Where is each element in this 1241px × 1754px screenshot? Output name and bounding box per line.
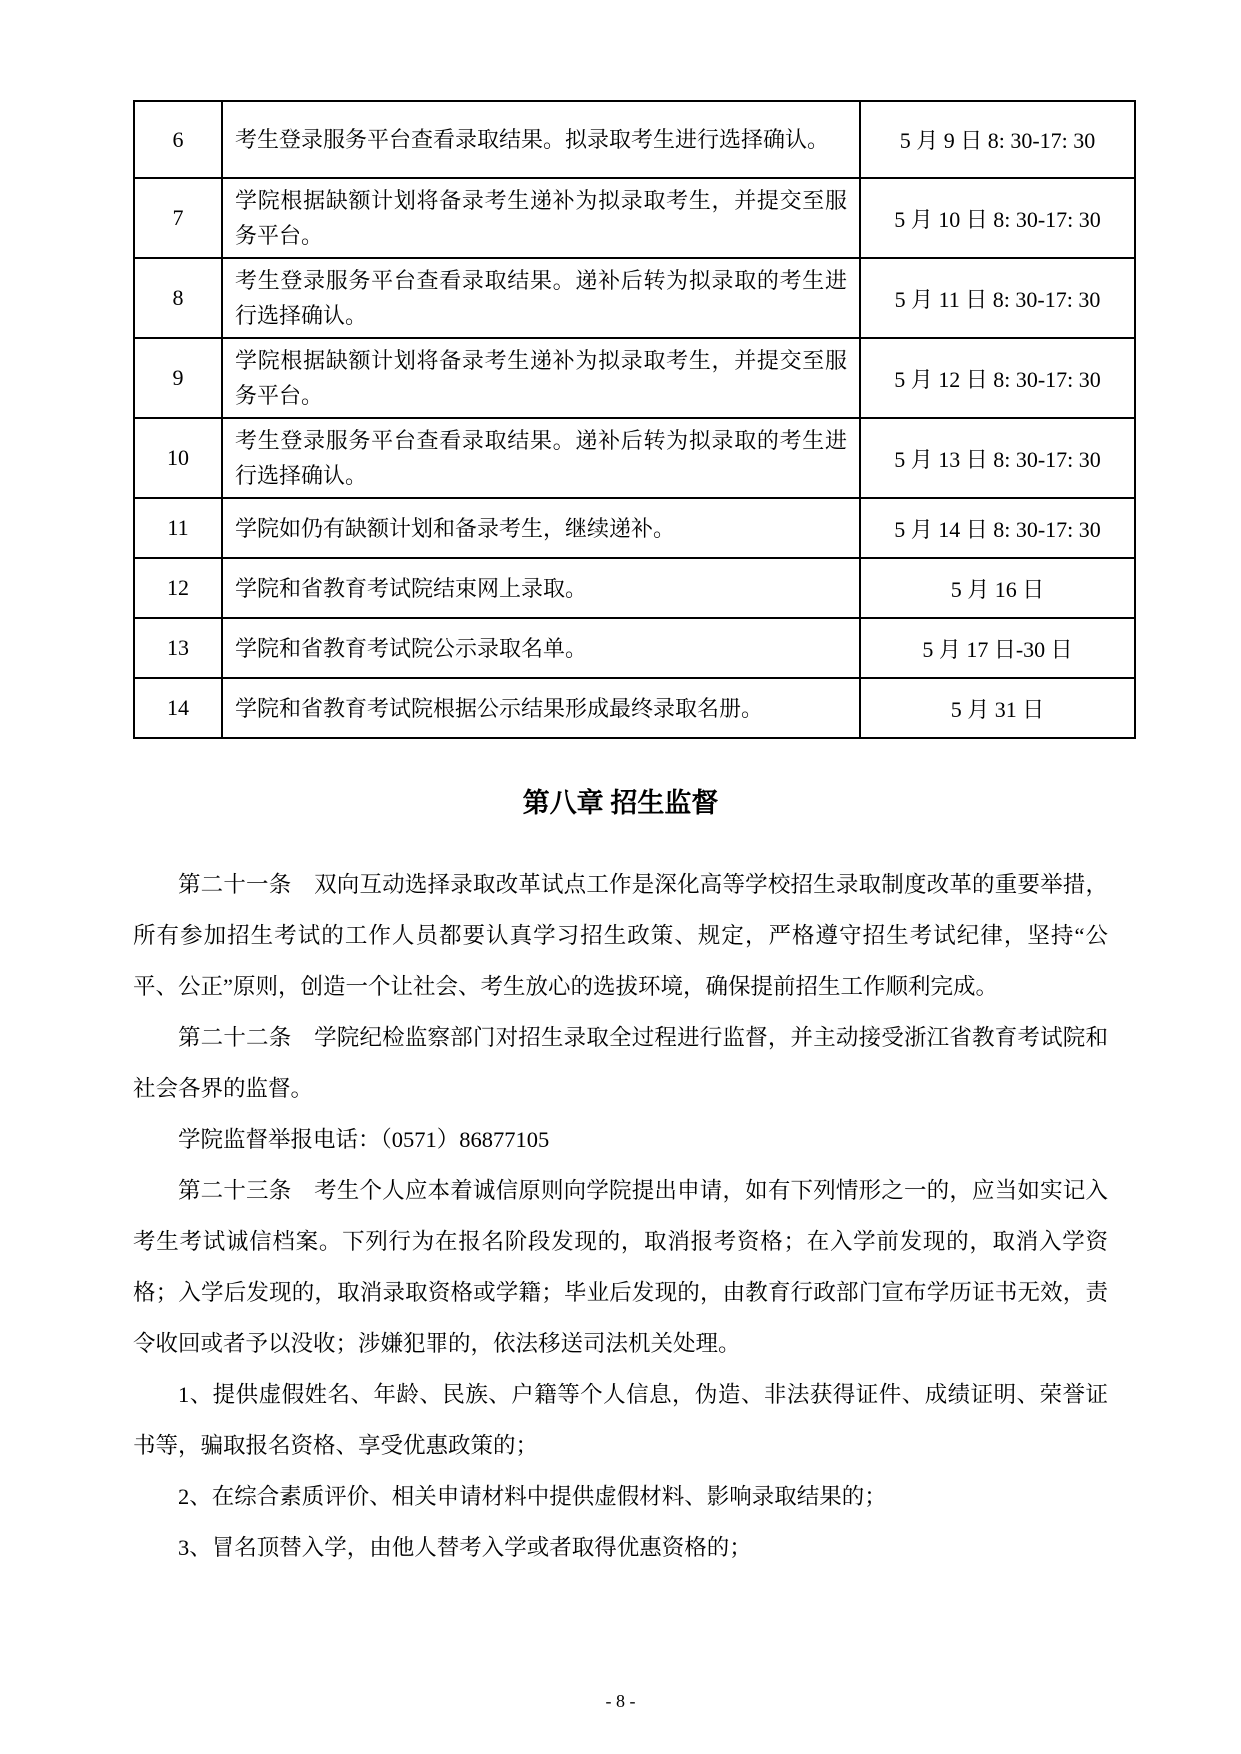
row-description-cell: 学院和省教育考试院公示录取名单。 (222, 618, 860, 678)
page-number: - 8 - (605, 1691, 636, 1711)
admission-schedule-table (133, 100, 1136, 739)
row-date-cell: 5 月 13 日 8: 30-17: 30 (860, 418, 1135, 498)
row-number-cell: 13 (134, 618, 222, 678)
list-item-1: 1、提供虚假姓名、年龄、民族、户籍等个人信息，伪造、非法获得证件、成绩证明、荣誉证书等，骗取报名资格、享受优惠政策的； (133, 1382, 1108, 1458)
row-description-cell: 考生登录服务平台查看录取结果。递补后转为拟录取的考生进行选择确认。 (222, 418, 860, 498)
row-number-cell: 8 (134, 258, 222, 338)
row-date-cell: 5 月 14 日 8: 30-17: 30 (860, 498, 1135, 558)
row-number-cell: 12 (134, 558, 222, 618)
row-number-cell: 7 (134, 178, 222, 258)
row-description-cell: 学院根据缺额计划将备录考生递补为拟录取考生，并提交至服务平台。 (222, 178, 860, 258)
row-number-cell: 14 (134, 678, 222, 738)
table-row (134, 558, 1135, 618)
table-row (134, 338, 1135, 418)
chapter-heading: 第八章 招生监督 (522, 788, 719, 818)
row-description-cell: 考生登录服务平台查看录取结果。递补后转为拟录取的考生进行选择确认。 (222, 258, 860, 338)
body-text (133, 859, 1108, 1573)
table-row (134, 178, 1135, 258)
list-item-2: 2、在综合素质评价、相关申请材料中提供虚假材料、影响录取结果的； (178, 1484, 887, 1509)
table-row (134, 678, 1135, 738)
row-description-cell: 学院和省教育考试院根据公示结果形成最终录取名册。 (222, 678, 860, 738)
row-description-cell: 学院根据缺额计划将备录考生递补为拟录取考生，并提交至服务平台。 (222, 338, 860, 418)
row-date-cell: 5 月 17 日-30 日 (860, 618, 1135, 678)
table-row (134, 101, 1135, 178)
row-description-cell: 考生登录服务平台查看录取结果。拟录取考生进行选择确认。 (222, 101, 860, 178)
row-date-cell: 5 月 12 日 8: 30-17: 30 (860, 338, 1135, 418)
row-number-cell: 9 (134, 338, 222, 418)
list-item-3: 3、冒名顶替入学，由他人替考入学或者取得优惠资格的； (178, 1535, 752, 1560)
table-row (134, 418, 1135, 498)
row-date-cell: 5 月 31 日 (860, 678, 1135, 738)
supervision-phone-line: 学院监督举报电话：（0571）86877105 (178, 1127, 550, 1152)
row-number-cell: 11 (134, 498, 222, 558)
row-date-cell: 5 月 9 日 8: 30-17: 30 (860, 101, 1135, 178)
article-22-paragraph: 第二十二条 学院纪检监察部门对招生录取全过程进行监督，并主动接受浙江省教育考试院和社会各界的监督。 (133, 1025, 1108, 1101)
row-description-cell: 学院和省教育考试院结束网上录取。 (222, 558, 860, 618)
article-21-paragraph: 第二十一条 双向互动选择录取改革试点工作是深化高等学校招生录取制度改革的重要举措，所有参加招生考试的工作人员都要认真学习招生政策、规定，严格遵守招生考试纪律，坚持“公平、公正”原则，创造一个让社会、考生放心的选拔环境，确保提前招生工作顺利完成。 (133, 872, 1108, 999)
row-date-cell: 5 月 16 日 (860, 558, 1135, 618)
table-row (134, 258, 1135, 338)
row-date-cell: 5 月 11 日 8: 30-17: 30 (860, 258, 1135, 338)
table-row (134, 618, 1135, 678)
page-content (133, 0, 1108, 1573)
row-date-cell: 5 月 10 日 8: 30-17: 30 (860, 178, 1135, 258)
row-number-cell: 10 (134, 418, 222, 498)
article-23-paragraph: 第二十三条 考生个人应本着诚信原则向学院提出申请，如有下列情形之一的，应当如实记入考生考试诚信档案。下列行为在报名阶段发现的，取消报考资格；在入学前发现的，取消入学资格；入学后发现的，取消录取资格或学籍；毕业后发现的，由教育行政部门宣布学历证书无效，责令收回或者予以没收；涉嫌犯罪的，依法移送司法机关处理。 (133, 1178, 1108, 1356)
row-number-cell: 6 (134, 101, 222, 178)
table-row (134, 498, 1135, 558)
row-description-cell: 学院如仍有缺额计划和备录考生，继续递补。 (222, 498, 860, 558)
